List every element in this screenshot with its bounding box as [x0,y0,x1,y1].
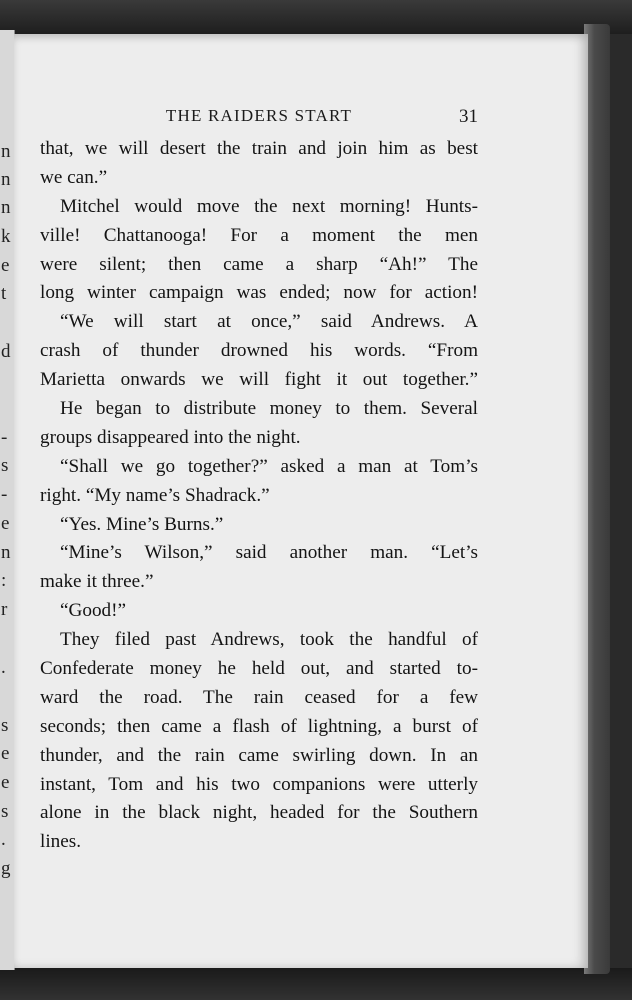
text-line: groups disappeared into the night. [40,426,301,448]
text-line: Marietta onwards we will fight it out together.” [40,369,478,391]
margin-fragment: k [1,226,11,247]
running-head [40,106,478,130]
text-line: Mitchel would move the next morning! Hunts- [60,195,478,217]
text-line: instant, Tom and his two companions were utterly [40,773,478,795]
text-line: lines. [40,831,82,853]
text-line: right. “My name’s Shadrack.” [40,484,270,506]
margin-fragment: n [1,169,11,190]
text-line: “We will start at once,” said Andrews. A [60,311,478,333]
margin-fragment: . [1,829,6,850]
page-number: 31 [459,106,478,127]
margin-fragment: s [1,715,9,736]
margin-fragment: s [1,455,9,476]
text-line: were silent; then came a sharp “Ah!” The [40,253,478,275]
text-line: He began to distribute money to them. Several [60,398,478,420]
margin-fragment: . [1,657,6,678]
text-line: “Shall we go together?” asked a man at Tom’s [60,455,478,477]
text-line: we can.” [40,166,108,188]
scan-background-bottom [0,968,632,1000]
margin-fragment: n [1,141,11,162]
chapter-title: THE RAIDERS START [165,106,353,125]
text-line: that, we will desert the train and join him as best [40,138,478,159]
margin-fragment: e [1,772,10,793]
margin-fragment: : [1,570,7,591]
text-line: alone in the black night, headed for the Southern [40,802,478,824]
margin-fragment: - [1,427,8,448]
text-line: crash of thunder drowned his words. “From [40,340,478,362]
text-line: make it three.” [40,571,154,593]
text-line: Confederate money he held out, and started to- [40,658,478,680]
text-line: “Mine’s Wilson,” said another man. “Let’s [60,542,478,564]
margin-fragment: g [1,858,11,879]
scan-background-top [0,0,632,34]
text-line: They filed past Andrews, took the handful of [60,629,478,651]
margin-fragment: n [1,542,11,563]
text-line: ville! Chattanooga! For a moment the men [40,224,478,246]
margin-fragment: s [1,801,9,822]
text-line: “Good!” [60,600,127,622]
margin-fragment: d [1,341,11,362]
margin-fragment: e [1,255,10,276]
body-text [40,135,478,857]
margin-fragment: e [1,743,10,764]
text-line: thunder, and the rain came swirling down. In an [40,744,478,766]
text-line: long winter campaign was ended; now for action! [40,282,478,304]
book-page [14,34,588,968]
margin-fragment: n [1,197,11,218]
text-line: ward the road. The rain ceased for a few [40,686,478,708]
margin-fragment: t [1,283,7,304]
margin-fragment: - [1,484,8,505]
text-line: “Yes. Mine’s Burns.” [60,513,224,535]
margin-fragment: e [1,513,10,534]
previous-page-edge [0,30,15,970]
margin-fragment: r [1,599,8,620]
text-line: seconds; then came a flash of lightning, a burst of [40,715,478,737]
